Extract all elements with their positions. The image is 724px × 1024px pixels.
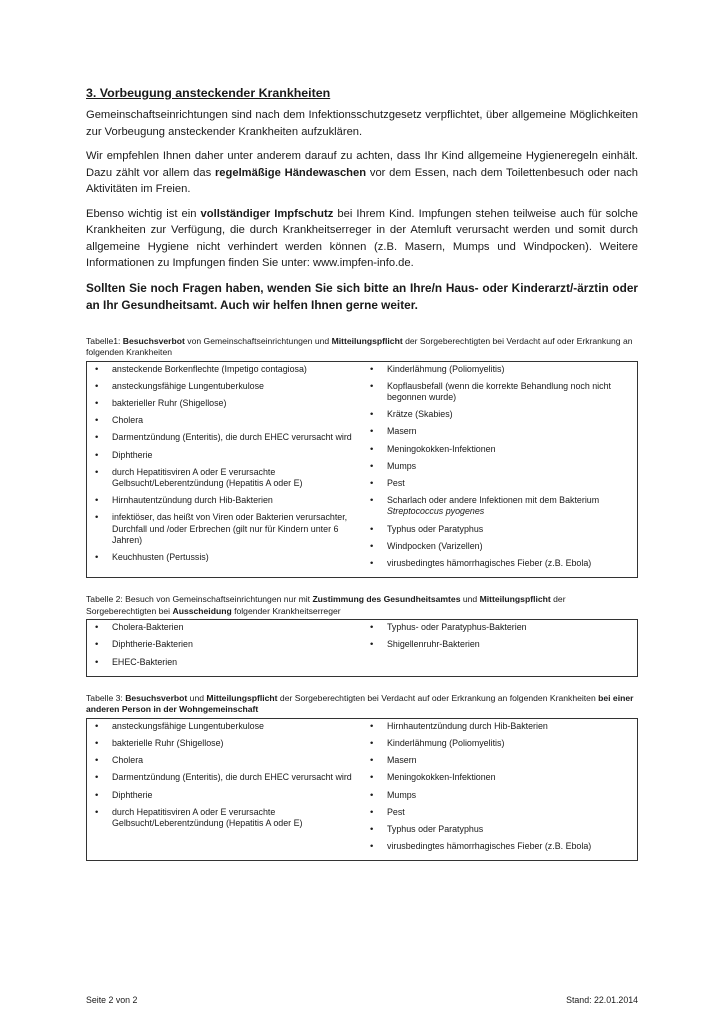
list-item: • Diphtherie-Bakterien bbox=[93, 639, 358, 650]
list-item: • Shigellenruhr-Bakterien bbox=[368, 639, 633, 650]
text-span: und bbox=[460, 594, 480, 605]
text-span: Tabelle1: bbox=[86, 335, 123, 346]
bold-text: Mitteilungspflicht bbox=[331, 335, 403, 346]
list-item: • Windpocken (Varizellen) bbox=[368, 541, 633, 552]
table2-left-column bbox=[87, 620, 362, 676]
list-item: • Typhus oder Paratyphus bbox=[368, 824, 633, 835]
text-span: bei Ihrem Kind. Impfungen stehen teilweise auch für solche Krankheiten zur Verfügung, die durch Krankheitserreger in der Atemluft verursacht werden und somit durch allgemeine Hygiene nicht verhindert werden können (z.B. Masern, Mumps und Windpocken). Weitere Informationen zu Impfungen finden Sie unter: www.impfen-info.de. bbox=[86, 207, 638, 269]
list-item: • Typhus oder Paratyphus bbox=[368, 524, 633, 535]
paragraph-vaccination bbox=[86, 206, 638, 272]
text-span: der Sorgeberechtigten bei Verdacht auf oder Erkrankung an folgenden Krankheiten bbox=[86, 335, 633, 357]
list-item: • Cholera bbox=[93, 415, 358, 426]
list-item: • Masern bbox=[368, 426, 633, 437]
list-item: • durch Hepatitisviren A oder E verursachte Gelbsucht/Leberentzündung (Hepatitis A oder E) bbox=[93, 807, 358, 829]
paragraph-hygiene bbox=[86, 148, 638, 198]
text-span: vor dem Essen, nach dem Toilettenbesuch oder nach Aktivitäten im Freien. bbox=[86, 166, 638, 195]
list-item: • Keuchhusten (Pertussis) bbox=[93, 552, 358, 563]
bold-text: Besuchsverbot bbox=[125, 692, 188, 703]
list-item: • Darmentzündung (Enteritis), die durch EHEC verursacht wird bbox=[93, 432, 358, 443]
table1-box bbox=[86, 361, 638, 579]
list-item: • Typhus- oder Paratyphus-Bakterien bbox=[368, 622, 633, 633]
list-item: • Cholera bbox=[93, 755, 358, 766]
text-span: der Sorgeberechtigten bei bbox=[86, 594, 566, 616]
list-item-scharlach bbox=[368, 495, 633, 517]
text-span: Scharlach oder andere Infektionen mit dem Bakterium bbox=[387, 495, 600, 506]
bold-text: Ausscheidung bbox=[172, 605, 232, 616]
footer-date: Stand: 22.01.2014 bbox=[566, 995, 638, 1005]
section-heading: 3. Vorbeugung ansteckender Krankheiten bbox=[86, 86, 331, 100]
list-item: • virusbedingtes hämorrhagisches Fieber (z.B. Ebola) bbox=[368, 558, 633, 569]
table2-box bbox=[86, 619, 638, 677]
text-span: der Sorgeberechtigten bei Verdacht auf oder Erkrankung an folgenden Krankheiten bbox=[277, 692, 599, 703]
text-span: von Gemeinschaftseinrichtungen und bbox=[184, 335, 332, 346]
text-span: Ebenso wichtig ist ein bbox=[86, 207, 201, 220]
list-item: • durch Hepatitisviren A oder E verursachte Gelbsucht/Leberentzündung (Hepatitis A oder E) bbox=[93, 467, 358, 489]
list-item: • infektiöser, das heißt von Viren oder Bakterien verursachter, Durchfall und /oder Erbrechen (gilt nur für Kindern unter 6 Jahren) bbox=[93, 512, 358, 546]
list-item: • ansteckungsfähige Lungentuberkulose bbox=[93, 381, 358, 392]
table1-right-column bbox=[362, 362, 637, 578]
list-item: • Krätze (Skabies) bbox=[368, 409, 633, 420]
paragraph-contact: Sollten Sie noch Fragen haben, wenden Sie sich bitte an Ihre/n Haus- oder Kinderarzt/-ärztin oder an Ihr Gesundheitsamt. Auch wir helfen Ihnen gerne weiter. bbox=[86, 280, 638, 312]
table1-left-column bbox=[87, 362, 362, 578]
text-span: Tabelle 3: bbox=[86, 692, 126, 703]
list-item: • Cholera-Bakterien bbox=[93, 622, 358, 633]
text-span: und bbox=[187, 692, 207, 703]
bold-text: Besuchsverbot bbox=[122, 335, 185, 346]
bold-text: regelmäßige Händewaschen bbox=[214, 166, 367, 179]
list-item: • Meningokokken-Infektionen bbox=[368, 444, 633, 455]
bold-text: Mitteilungspflicht bbox=[479, 594, 551, 605]
list-item: • Kopflausbefall (wenn die korrekte Behandlung noch nicht begonnen wurde) bbox=[368, 381, 633, 403]
list-item: • Mumps bbox=[368, 461, 633, 472]
list-item: • Meningokokken-Infektionen bbox=[368, 772, 633, 783]
list-item: • Hirnhautentzündung durch Hib-Bakterien bbox=[93, 495, 358, 506]
text-span: Wir empfehlen Ihnen daher unter anderem darauf zu achten, dass Ihr Kind allgemeine Hygieneregeln einhält. Dazu zählt vor allem das bbox=[86, 150, 638, 179]
document-page bbox=[86, 86, 638, 877]
list-item: • Kinderlähmung (Poliomyelitis) bbox=[368, 364, 633, 375]
italic-text: Streptococcus pyogenes bbox=[387, 506, 485, 517]
list-item: • EHEC-Bakterien bbox=[93, 657, 358, 668]
table2-caption bbox=[86, 594, 638, 617]
table1-caption bbox=[86, 336, 638, 359]
paragraph-intro: Gemeinschaftseinrichtungen sind nach dem Infektionsschutzgesetz verpflichtet, über allgemeine Möglichkeiten zur Vorbeugung ansteckender Krankheiten aufzuklären. bbox=[86, 109, 638, 138]
table3-left-column bbox=[87, 719, 362, 861]
list-item: • Diphtherie bbox=[93, 790, 358, 801]
table3-box bbox=[86, 718, 638, 862]
list-item: • bakterieller Ruhr (Shigellose) bbox=[93, 398, 358, 409]
bold-text: Mitteilungspflicht bbox=[206, 692, 278, 703]
text-span: Tabelle 2: Besuch von Gemeinschaftseinrichtungen nur mit bbox=[86, 594, 313, 605]
list-item: • ansteckende Borkenflechte (Impetigo contagiosa) bbox=[93, 364, 358, 375]
list-item: • bakterielle Ruhr (Shigellose) bbox=[93, 738, 358, 749]
bold-text: Zustimmung des Gesundheitsamtes bbox=[312, 594, 461, 605]
list-item: • Hirnhautentzündung durch Hib-Bakterien bbox=[368, 721, 633, 732]
list-item: • Masern bbox=[368, 755, 633, 766]
list-item: • Pest bbox=[368, 807, 633, 818]
bold-text: bei einer anderen Person in der Wohngemeinschaft bbox=[86, 692, 634, 715]
list-item: • Diphtherie bbox=[93, 450, 358, 461]
table3-caption bbox=[86, 693, 638, 716]
bold-text: vollständiger Impfschutz bbox=[200, 207, 334, 220]
table3-right-column bbox=[362, 719, 637, 861]
footer-page-number: Seite 2 von 2 bbox=[86, 995, 138, 1005]
list-item: • Pest bbox=[368, 478, 633, 489]
text-span: folgender Krankheitserreger bbox=[231, 605, 341, 616]
list-item: • ansteckungsfähige Lungentuberkulose bbox=[93, 721, 358, 732]
list-item: • Kinderlähmung (Poliomyelitis) bbox=[368, 738, 633, 749]
list-item: • Darmentzündung (Enteritis), die durch EHEC verursacht wird bbox=[93, 772, 358, 783]
table2-right-column bbox=[362, 620, 637, 676]
list-item: • virusbedingtes hämorrhagisches Fieber (z.B. Ebola) bbox=[368, 841, 633, 852]
list-item: • Mumps bbox=[368, 790, 633, 801]
